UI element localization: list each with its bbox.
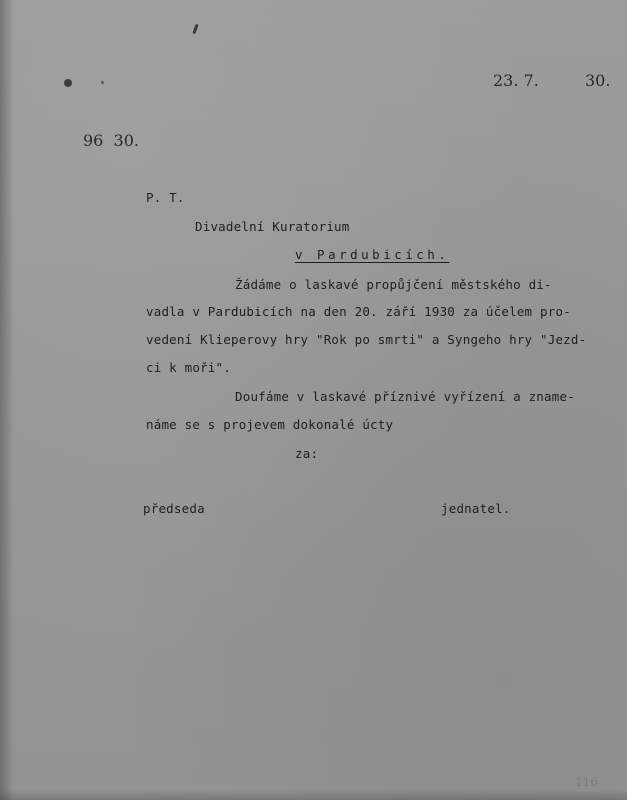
- body-line-1: Žádáme o laskavé propůjčení městského di-: [235, 277, 552, 292]
- signature-chairman: předseda: [143, 501, 205, 516]
- reference-number: 96 30.: [83, 131, 139, 150]
- body-line-2: vadla v Pardubicích na den 20. září 1930 za účelem pro-: [146, 304, 571, 319]
- for-label: za:: [295, 446, 319, 461]
- organization-name: Divadelní Kuratorium: [195, 219, 350, 234]
- date-day-month: 23. 7.: [493, 71, 539, 90]
- closing-line-2: náme se s projevem dokonalé úcty: [146, 417, 394, 432]
- page-edge-shadow: [0, 0, 14, 800]
- folio-number: 116: [575, 775, 598, 789]
- punch-hole: [64, 79, 72, 87]
- body-line-3: vedení Klieperovy hry "Rok po smrti" a Syngeho hry "Jezd-: [146, 332, 587, 347]
- organization-location: v Pardubicích.: [295, 247, 450, 262]
- salutation: P. T.: [146, 190, 185, 205]
- ink-dot: [101, 81, 104, 84]
- ink-tick-mark: [192, 24, 198, 34]
- date-year: 30.: [585, 71, 611, 90]
- closing-line-1: Doufáme v laskavé příznivé vyřízení a zname-: [235, 389, 575, 404]
- signature-secretary: jednatel.: [441, 501, 511, 516]
- page-bottom-shadow: [0, 790, 627, 800]
- body-line-4: ci k moři".: [146, 360, 231, 375]
